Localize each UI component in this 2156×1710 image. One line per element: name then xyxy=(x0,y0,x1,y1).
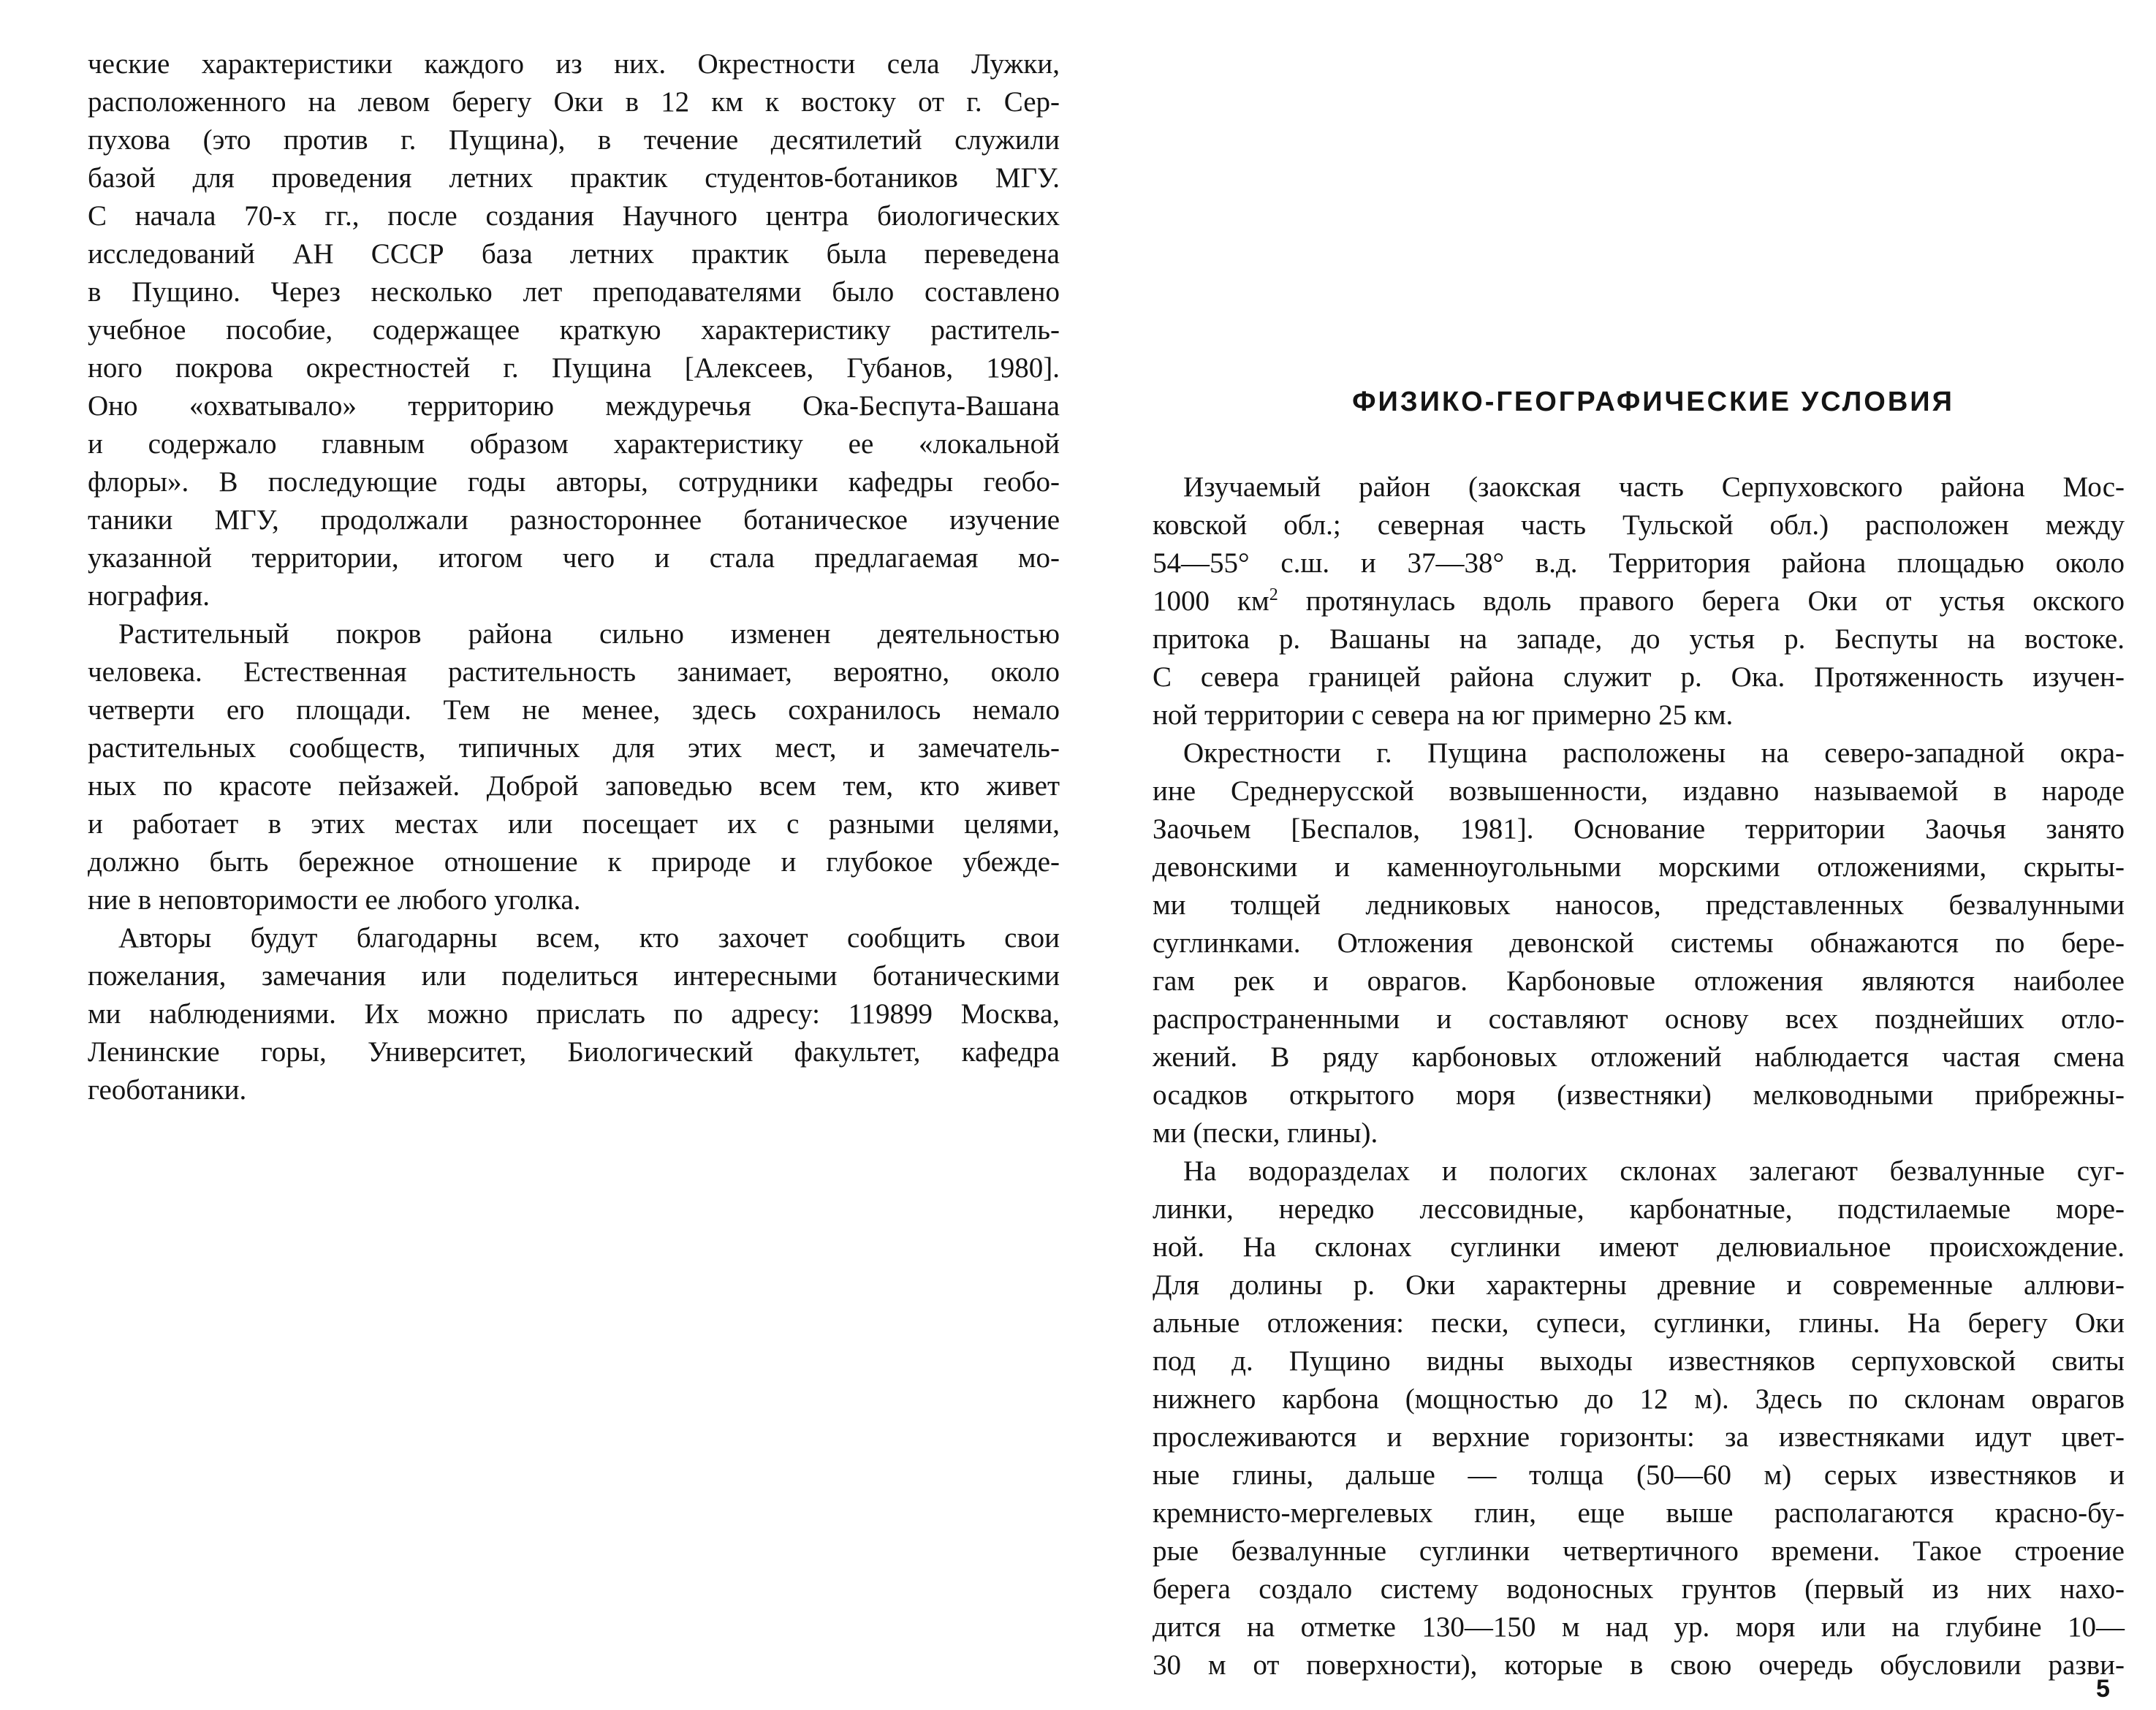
left-text-line: человека. Естественная растительность занимает, вероятно, около xyxy=(88,656,1060,688)
right-text-line: гам рек и оврагов. Карбоновые отложения являются наиболее xyxy=(1153,965,2125,997)
left-text-line: должно быть бережное отношение к природе и глубокое убежде- xyxy=(88,846,1060,878)
right-text-line: распространенными и составляют основу всех позднейших отло- xyxy=(1153,1003,2125,1035)
left-text-line: ми наблюдениями. Их можно прислать по адресу: 119899 Москва, xyxy=(88,998,1060,1030)
left-text-line: и работает в этих местах или посещает их с разными целями, xyxy=(88,808,1060,840)
right-text-line: рые безвалунные суглинки четвертичного времени. Такое строение xyxy=(1153,1535,2125,1567)
right-text-line: ковской обл.; северная часть Тульской обл.) расположен между xyxy=(1153,509,2125,541)
left-text-line: расположенного на левом берегу Оки в 12 км к востоку от г. Сер- xyxy=(88,86,1060,118)
area-superscript: 2 xyxy=(1269,585,1278,604)
left-text-line: исследований АН СССР база летних практик была переведена xyxy=(88,238,1060,270)
right-text-line: девонскими и каменноугольными морскими отложениями, скрыты- xyxy=(1153,851,2125,883)
left-text-line: и содержало главным образом характеристику ее «локальной xyxy=(88,428,1060,460)
left-text-line: С начала 70-х гг., после создания Научного центра биологических xyxy=(88,200,1060,232)
right-text-line: притока р. Вашаны на западе, до устья р. Беспуты на востоке. xyxy=(1153,623,2125,655)
left-text-line: ного покрова окрестностей г. Пущина [Алексеев, Губанов, 1980]. xyxy=(88,352,1060,384)
left-text-line: геоботаники. xyxy=(88,1074,247,1106)
right-text-line: осадков открытого моря (известняки) мелководными прибрежны- xyxy=(1153,1079,2125,1111)
right-text-line: берега создало систему водоносных грунтов (первый из них нахо- xyxy=(1153,1573,2125,1605)
left-text-line: Авторы будут благодарны всем, кто захочет сообщить свои xyxy=(118,922,1060,954)
right-text-line: ной территории с севера на юг примерно 25 км. xyxy=(1153,699,1734,731)
area-line-text: протянулась вдоль правого берега Оки от устья окского xyxy=(1305,585,2125,617)
section-heading: ФИЗИКО-ГЕОГРАФИЧЕСКИЕ УСЛОВИЯ xyxy=(1352,387,1954,417)
right-text-line: кремнисто-мергелевых глин, еще выше располагаются красно-бу- xyxy=(1153,1497,2125,1529)
left-text-line: базой для проведения летних практик студентов-ботаников МГУ. xyxy=(88,162,1060,194)
left-text-line: ческие характеристики каждого из них. Окрестности села Лужки, xyxy=(88,48,1060,80)
right-text-line: суглинками. Отложения девонской системы обнажаются по бере- xyxy=(1153,927,2125,959)
right-text-line: Изучаемый район (заокская часть Серпуховского района Мос- xyxy=(1183,471,2125,503)
right-text-line: 54—55° с.ш. и 37—38° в.д. Территория района площадью около xyxy=(1153,547,2125,579)
right-text-line: жений. В ряду карбоновых отложений наблюдается частая смена xyxy=(1153,1041,2125,1073)
right-text-line: 30 м от поверхности), которые в свою очередь обусловили разви- xyxy=(1153,1649,2125,1681)
left-text-line: в Пущино. Через несколько лет преподавателями было составлено xyxy=(88,276,1060,308)
right-text-line: линки, нередко лессовидные, карбонатные, подстилаемые море- xyxy=(1153,1193,2125,1225)
area-value: 1000 км xyxy=(1153,585,1269,617)
page-number: 5 xyxy=(2096,1675,2110,1703)
left-text-line: нография. xyxy=(88,580,210,612)
left-text-line: пухова (это против г. Пущина), в течение десятилетий служили xyxy=(88,124,1060,156)
right-text-line: Для долины р. Оки характерны древние и современные аллюви- xyxy=(1153,1269,2125,1301)
left-text-line: Ленинские горы, Университет, Биологический факультет, кафедра xyxy=(88,1036,1060,1068)
right-text-line: ной. На склонах суглинки имеют делювиальное происхождение. xyxy=(1153,1231,2125,1263)
left-text-line: ных по красоте пейзажей. Доброй заповедью всем тем, кто живет xyxy=(88,770,1060,802)
right-text-line: ми (пески, глины). xyxy=(1153,1117,1378,1149)
right-text-line: ине Среднерусской возвышенности, издавно называемой в народе xyxy=(1153,775,2125,807)
left-text-line: растительных сообществ, типичных для этих мест, и замечатель- xyxy=(88,732,1060,764)
right-text-line: нижнего карбона (мощностью до 12 м). Здесь по склонам оврагов xyxy=(1153,1383,2125,1415)
right-text-line: ные глины, дальше — толща (50—60 м) серых известняков и xyxy=(1153,1459,2125,1491)
right-text-line: На водоразделах и пологих склонах залегают безвалунные суг- xyxy=(1183,1155,2125,1187)
left-text-line: учебное пособие, содержащее краткую характеристику раститель- xyxy=(88,314,1060,346)
right-text-line: дится на отметке 130—150 м над ур. моря или на глубине 10— xyxy=(1153,1611,2125,1643)
left-text-line: Оно «охватывало» территорию междуречья Ока-Беспута-Вашана xyxy=(88,390,1060,422)
right-text-line: альные отложения: пески, супеси, суглинки, глины. На берегу Оки xyxy=(1153,1307,2125,1339)
right-text-line: С севера границей района служит р. Ока. Протяженность изучен- xyxy=(1153,661,2125,693)
right-text-line: прослеживаются и верхние горизонты: за известняками идут цвет- xyxy=(1153,1421,2125,1453)
left-text-line: Растительный покров района сильно изменен деятельностью xyxy=(118,618,1060,650)
left-text-line: указанной территории, итогом чего и стала предлагаемая мо- xyxy=(88,542,1060,574)
right-text-line: под д. Пущино видны выходы известняков серпуховской свиты xyxy=(1153,1345,2125,1377)
right-text-line-area xyxy=(1153,583,2125,620)
right-text-line: Окрестности г. Пущина расположены на северо-западной окра- xyxy=(1183,737,2125,769)
left-text-line: ние в неповторимости ее любого уголка. xyxy=(88,884,581,916)
right-text-line: Заочьем [Беспалов, 1981]. Основание территории Заочья занято xyxy=(1153,813,2125,845)
left-text-line: флоры». В последующие годы авторы, сотрудники кафедры геобо- xyxy=(88,466,1060,498)
left-text-line: таники МГУ, продолжали разностороннее ботаническое изучение xyxy=(88,504,1060,536)
left-text-line: пожелания, замечания или поделиться интересными ботаническими xyxy=(88,960,1060,992)
left-text-line: четверти его площади. Тем не менее, здесь сохранилось немало xyxy=(88,694,1060,726)
right-text-line: ми толщей ледниковых наносов, представленных безвалунными xyxy=(1153,889,2125,921)
